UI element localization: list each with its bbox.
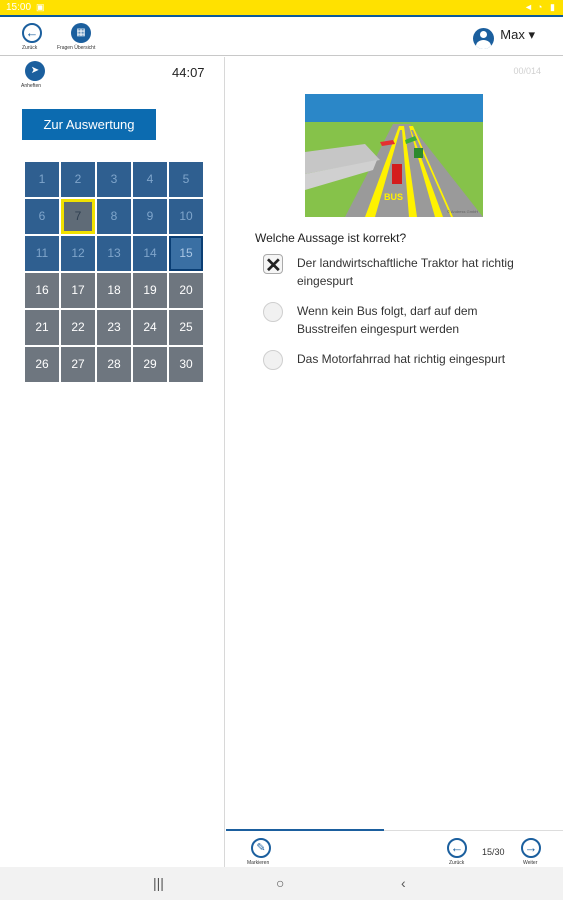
question-grid-cell[interactable]: 24	[133, 310, 167, 345]
answer-option-3[interactable]	[263, 350, 553, 390]
question-grid-cell[interactable]: 19	[133, 273, 167, 308]
bus-lane-marking: BUS	[384, 192, 404, 202]
overview-label: Fragen Übersicht	[57, 45, 96, 51]
question-grid-cell[interactable]: 1	[25, 162, 59, 197]
question-grid-cell[interactable]: 9	[133, 199, 167, 234]
home-icon[interactable]: ○	[276, 875, 285, 891]
answer-option-1[interactable]	[263, 254, 553, 294]
traffic-situation-image	[305, 94, 483, 217]
question-grid-cell[interactable]: 27	[61, 347, 95, 382]
top-toolbar	[0, 19, 563, 56]
question-grid-cell[interactable]: 13	[97, 236, 131, 271]
status-bar	[0, 0, 563, 17]
android-navigation-bar	[0, 867, 563, 900]
question-navigator-panel	[0, 57, 225, 867]
question-grid	[25, 162, 201, 380]
question-grid-cell[interactable]: 28	[97, 347, 131, 382]
answer-checkbox-checked[interactable]	[263, 254, 283, 274]
wifi-icon: ◔	[537, 2, 543, 12]
previous-label: Zurück	[449, 860, 465, 866]
question-grid-cell[interactable]: 20	[169, 273, 203, 308]
question-grid-cell[interactable]: 29	[133, 347, 167, 382]
answer-checkbox[interactable]	[263, 302, 283, 322]
back-label: Zurück	[22, 45, 38, 51]
question-grid-cell[interactable]: 25	[169, 310, 203, 345]
question-grid-cell[interactable]: 10	[169, 199, 203, 234]
back-arrow-icon[interactable]: ←	[22, 23, 42, 43]
answer-option-2[interactable]	[263, 302, 553, 342]
question-grid-cell[interactable]: 21	[25, 310, 59, 345]
question-grid-cell[interactable]: 23	[97, 310, 131, 345]
question-grid-cell[interactable]: 17	[61, 273, 95, 308]
question-grid-cell[interactable]: 7	[61, 199, 95, 234]
question-grid-cell[interactable]: 18	[97, 273, 131, 308]
overview-grid-icon[interactable]: ▦	[71, 23, 91, 43]
recents-icon[interactable]: |||	[153, 875, 164, 891]
question-grid-cell[interactable]: 8	[97, 199, 131, 234]
question-number: 00/014	[513, 66, 541, 76]
evaluate-button[interactable]: Zur Auswertung	[22, 109, 156, 140]
question-grid-cell[interactable]: 16	[25, 273, 59, 308]
pin-label: Anheften	[21, 83, 42, 89]
answer-text: Der landwirtschaftliche Traktor hat richtig eingespurt	[297, 256, 514, 288]
next-arrow-icon[interactable]: →	[521, 838, 541, 858]
question-grid-cell[interactable]: 2	[61, 162, 95, 197]
question-grid-cell[interactable]: 3	[97, 162, 131, 197]
question-panel	[226, 57, 563, 867]
question-grid-cell[interactable]: 12	[61, 236, 95, 271]
question-footer-bar	[226, 830, 563, 867]
question-grid-cell[interactable]: 22	[61, 310, 95, 345]
pencil-icon[interactable]: ✎	[251, 838, 271, 858]
mute-icon: ◄	[524, 2, 533, 12]
question-grid-cell[interactable]: 15	[169, 236, 203, 271]
question-grid-cell[interactable]: 11	[25, 236, 59, 271]
question-grid-cell[interactable]: 14	[133, 236, 167, 271]
answer-text: Wenn kein Bus folgt, darf auf dem Busstreifen eingespurt werden	[297, 304, 478, 336]
user-menu[interactable]: Max ▾	[500, 27, 535, 42]
question-grid-cell[interactable]: 26	[25, 347, 59, 382]
image-icon: ▣	[36, 2, 45, 12]
previous-arrow-icon[interactable]: ←	[447, 838, 467, 858]
pin-icon[interactable]: ➤	[25, 61, 45, 81]
image-credit: © Andress GmbH	[447, 209, 479, 214]
answer-checkbox[interactable]	[263, 350, 283, 370]
mark-label: Markieren	[247, 860, 270, 866]
question-grid-cell[interactable]: 5	[169, 162, 203, 197]
exam-timer: 44:07	[172, 65, 205, 80]
next-label: Weiter	[523, 860, 538, 866]
question-counter: 15/30	[482, 847, 505, 857]
status-time: 15:00	[6, 2, 32, 13]
question-grid-cell[interactable]: 4	[133, 162, 167, 197]
battery-icon: ▮	[550, 2, 555, 12]
answer-text: Das Motorfahrrad hat richtig eingespurt	[297, 352, 506, 366]
question-grid-cell[interactable]: 6	[25, 199, 59, 234]
question-text: Welche Aussage ist korrekt?	[255, 231, 407, 245]
question-grid-cell[interactable]: 30	[169, 347, 203, 382]
back-nav-icon[interactable]: ‹	[401, 875, 406, 891]
footer-accent-line	[226, 829, 384, 831]
user-avatar-icon[interactable]	[473, 28, 494, 49]
